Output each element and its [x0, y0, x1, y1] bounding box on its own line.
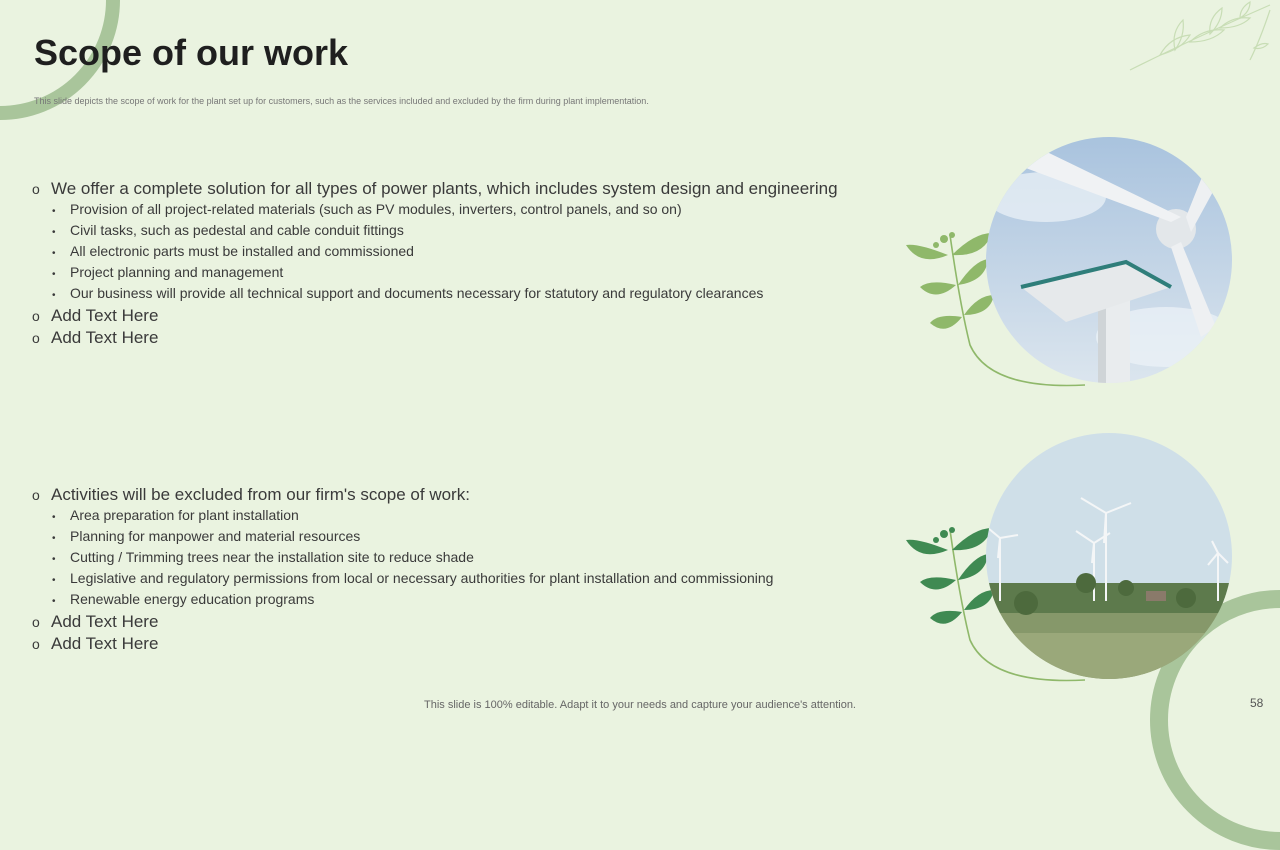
placeholder-text: o Add Text Here	[32, 306, 159, 325]
list-item: • Legislative and regulatory permissions from local or necessary authorities for plant installation and commissioning	[32, 569, 892, 590]
circle-bullet-icon: o	[32, 181, 40, 197]
dot-bullet-icon: •	[52, 227, 56, 238]
placeholder-text: o Add Text Here	[32, 612, 159, 631]
list-item: • Planning for manpower and material resources	[32, 527, 892, 548]
page-number: 58	[1250, 696, 1264, 710]
dot-bullet-icon: •	[52, 596, 56, 607]
circle-bullet-icon: o	[32, 308, 40, 324]
wind-turbine-closeup-image	[986, 137, 1232, 383]
placeholder-text: o Add Text Here	[32, 634, 159, 653]
circle-bullet-icon: o	[32, 636, 40, 652]
page-title: Scope of our work	[34, 32, 349, 73]
circle-bullet-icon: o	[32, 614, 40, 630]
list-item: • Cutting / Trimming trees near the installation site to reduce shade	[32, 548, 892, 569]
section-heading: o Activities will be excluded from our firm's scope of work:	[32, 485, 470, 504]
leaf-branch-icon	[1120, 0, 1280, 80]
list-item: • Renewable energy education programs	[32, 590, 892, 611]
dot-bullet-icon: •	[52, 269, 56, 280]
page-subtitle: This slide depicts the scope of work for the plant set up for customers, such as the services included and excluded by the firm during plant implementation.	[34, 96, 649, 106]
circle-bullet-icon: o	[32, 487, 40, 503]
wind-farm-landscape-image	[986, 433, 1232, 679]
placeholder-text: o Add Text Here	[32, 328, 159, 347]
section-heading: o We offer a complete solution for all types of power plants, which includes system design and engineering	[32, 179, 838, 198]
dot-bullet-icon: •	[52, 206, 56, 217]
list-item: • Our business will provide all technical support and documents necessary for statutory and regulatory clearances	[32, 284, 892, 305]
list-item: • Provision of all project-related materials (such as PV modules, inverters, control panels, and so on)	[32, 200, 892, 221]
dot-bullet-icon: •	[52, 554, 56, 565]
list-item: • Area preparation for plant installation	[32, 506, 892, 527]
circle-bullet-icon: o	[32, 330, 40, 346]
dot-bullet-icon: •	[52, 512, 56, 523]
list-item: • Project planning and management	[32, 263, 892, 284]
dot-bullet-icon: •	[52, 575, 56, 586]
scope-included-section	[32, 178, 892, 349]
dot-bullet-icon: •	[52, 533, 56, 544]
dot-bullet-icon: •	[52, 248, 56, 259]
scope-excluded-section	[32, 484, 892, 655]
footer-note: This slide is 100% editable. Adapt it to your needs and capture your audience's attention.	[424, 699, 856, 711]
list-item: • All electronic parts must be installed and commissioned	[32, 242, 892, 263]
dot-bullet-icon: •	[52, 290, 56, 301]
list-item: • Civil tasks, such as pedestal and cable conduit fittings	[32, 221, 892, 242]
